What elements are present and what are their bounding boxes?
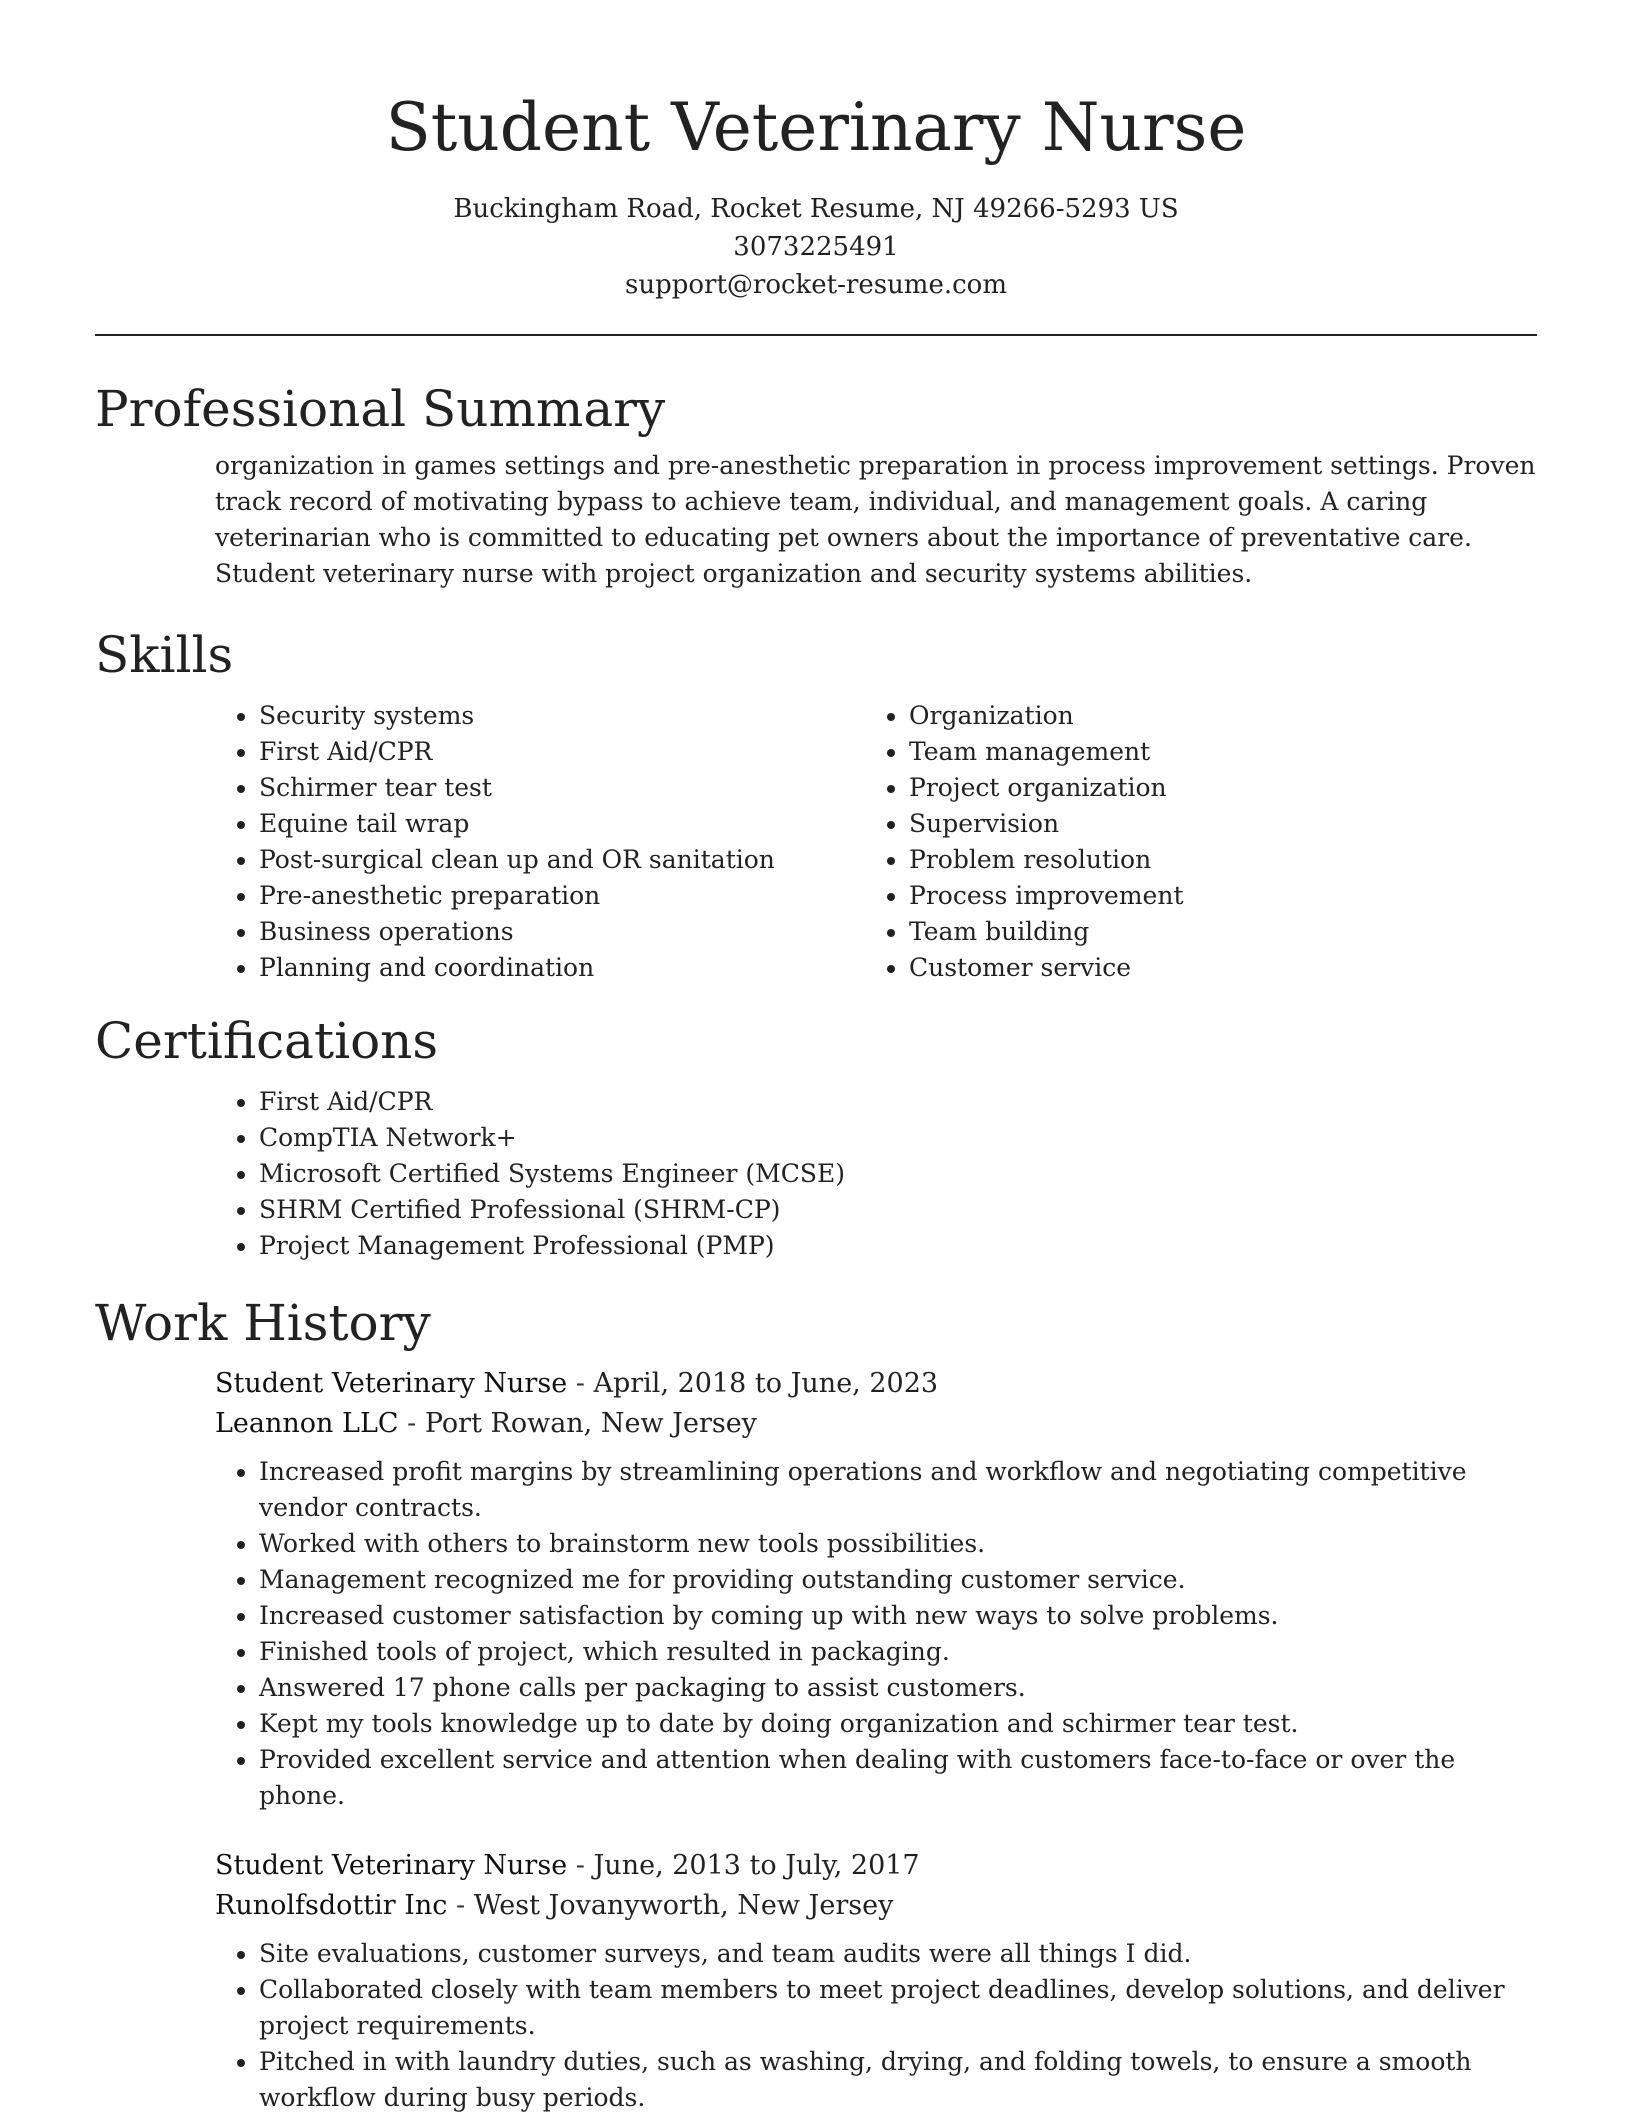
certification-item: • Microsoft Certified Systems Engineer (MCSE): [259, 1156, 1537, 1192]
job-location: West Jovanyworth, New Jersey: [473, 1890, 894, 1921]
skill-item: • Team management: [909, 734, 1515, 770]
skills-section: [95, 622, 1537, 986]
job-duty: • Kept my tools knowledge up to date by doing organization and schirmer tear test.: [259, 1706, 1537, 1742]
skills-column-right: [865, 698, 1515, 986]
skills-list-left: [215, 698, 865, 986]
job-separator: -: [567, 1850, 594, 1881]
job-duty: • Increased profit margins by streamlining operations and workflow and negotiating competitive vendor contracts.: [259, 1454, 1537, 1526]
job-bullets: [215, 1936, 1537, 2116]
skills-heading: Skills: [95, 626, 234, 684]
skill-item: • Problem resolution: [909, 842, 1515, 878]
job-duty: • Pitched in with laundry duties, such as washing, drying, and folding towels, to ensure a smooth workflow during busy periods.: [259, 2044, 1537, 2116]
certification-item: • CompTIA Network+: [259, 1120, 1537, 1156]
job-dates: June, 2013 to July, 2017: [593, 1850, 920, 1881]
job-duty: • Increased customer satisfaction by coming up with new ways to solve problems.: [259, 1598, 1537, 1634]
job-title: Student Veterinary Nurse: [215, 1850, 568, 1881]
job-duties-list: [215, 1936, 1537, 2116]
contact-address: Buckingham Road, Rocket Resume, NJ 49266-5293 US: [453, 194, 1179, 224]
skill-item: • Planning and coordination: [259, 950, 865, 986]
job-title: Student Veterinary Nurse: [215, 1368, 568, 1399]
job-separator: -: [447, 1890, 474, 1921]
certification-item: • First Aid/CPR: [259, 1084, 1537, 1120]
job-dates: April, 2018 to June, 2023: [593, 1368, 939, 1399]
job-duty: • Answered 17 phone calls per packaging to assist customers.: [259, 1670, 1537, 1706]
skill-item: • Schirmer tear test: [259, 770, 865, 806]
certification-item: • Project Management Professional (PMP): [259, 1228, 1537, 1264]
job-company: Leannon LLC: [215, 1408, 399, 1439]
contact-email: support@rocket-resume.com: [624, 270, 1007, 300]
skill-item: • Business operations: [259, 914, 865, 950]
job-duty: • Worked with others to brainstorm new tools possibilities.: [259, 1526, 1537, 1562]
skill-item: • Customer service: [909, 950, 1515, 986]
certifications-list: [215, 1084, 1537, 1264]
certifications-heading: Certifications: [95, 1012, 439, 1070]
skill-item: • Team building: [909, 914, 1515, 950]
job-title-line: [215, 1846, 1537, 1886]
skill-item: • Organization: [909, 698, 1515, 734]
skills-columns: [215, 698, 1537, 986]
contact-phone: 3073225491: [733, 232, 899, 262]
job-duty: • Provided excellent service and attention when dealing with customers face-to-face or over the phone.: [259, 1742, 1537, 1814]
job-duties-list: [215, 1454, 1537, 1814]
skills-column-left: [215, 698, 865, 986]
job-title-line: [215, 1364, 1537, 1404]
skills-list-right: [865, 698, 1515, 986]
certification-item: • SHRM Certified Professional (SHRM-CP): [259, 1192, 1537, 1228]
skill-item: • Pre-anesthetic preparation: [259, 878, 865, 914]
job-duty: • Collaborated closely with team members to meet project deadlines, develop solutions, and deliver project requirements.: [259, 1972, 1537, 2044]
job-company: Runolfsdottir Inc: [215, 1890, 448, 1921]
candidate-name: Student Veterinary Nurse: [385, 89, 1247, 166]
job-separator: -: [567, 1368, 594, 1399]
skill-item: • Post-surgical clean up and OR sanitation: [259, 842, 865, 878]
certifications-list-wrap: [215, 1084, 1537, 1264]
summary-text: organization in games settings and pre-anesthetic preparation in process improvement settings. Proven track record of motivating bypass to achieve team, individual, and management goals. A caring veterinarian who is committed to educating pet owners about the importance of preventative care. Student veterinary nurse with project organization and security systems abilities.: [215, 451, 1536, 588]
skill-item: • Supervision: [909, 806, 1515, 842]
skill-item: • Project organization: [909, 770, 1515, 806]
resume-header: [95, 0, 1537, 304]
job-bullets: [215, 1454, 1537, 1814]
job-company-line: [215, 1886, 1537, 1926]
certifications-section: [95, 1008, 1537, 1264]
job-company-line: [215, 1404, 1537, 1444]
job-location: Port Rowan, New Jersey: [424, 1408, 757, 1439]
work-history-heading: Work History: [95, 1294, 431, 1352]
job-separator: -: [398, 1408, 425, 1439]
job-entry: [215, 1846, 1537, 2116]
job-duty: • Site evaluations, customer surveys, and team audits were all things I did.: [259, 1936, 1537, 1972]
contact-block: [95, 190, 1537, 304]
job-duty: • Management recognized me for providing outstanding customer service.: [259, 1562, 1537, 1598]
summary-section: [95, 376, 1537, 592]
work-history-section: [95, 1290, 1537, 2116]
header-divider: [95, 334, 1537, 336]
job-duty: • Finished tools of project, which resulted in packaging.: [259, 1634, 1537, 1670]
skill-item: • Security systems: [259, 698, 865, 734]
job-entry: [215, 1364, 1537, 1814]
skill-item: • First Aid/CPR: [259, 734, 865, 770]
resume-page: [95, 0, 1537, 2116]
summary-heading: Professional Summary: [95, 380, 666, 438]
skill-item: • Process improvement: [909, 878, 1515, 914]
skill-item: • Equine tail wrap: [259, 806, 865, 842]
